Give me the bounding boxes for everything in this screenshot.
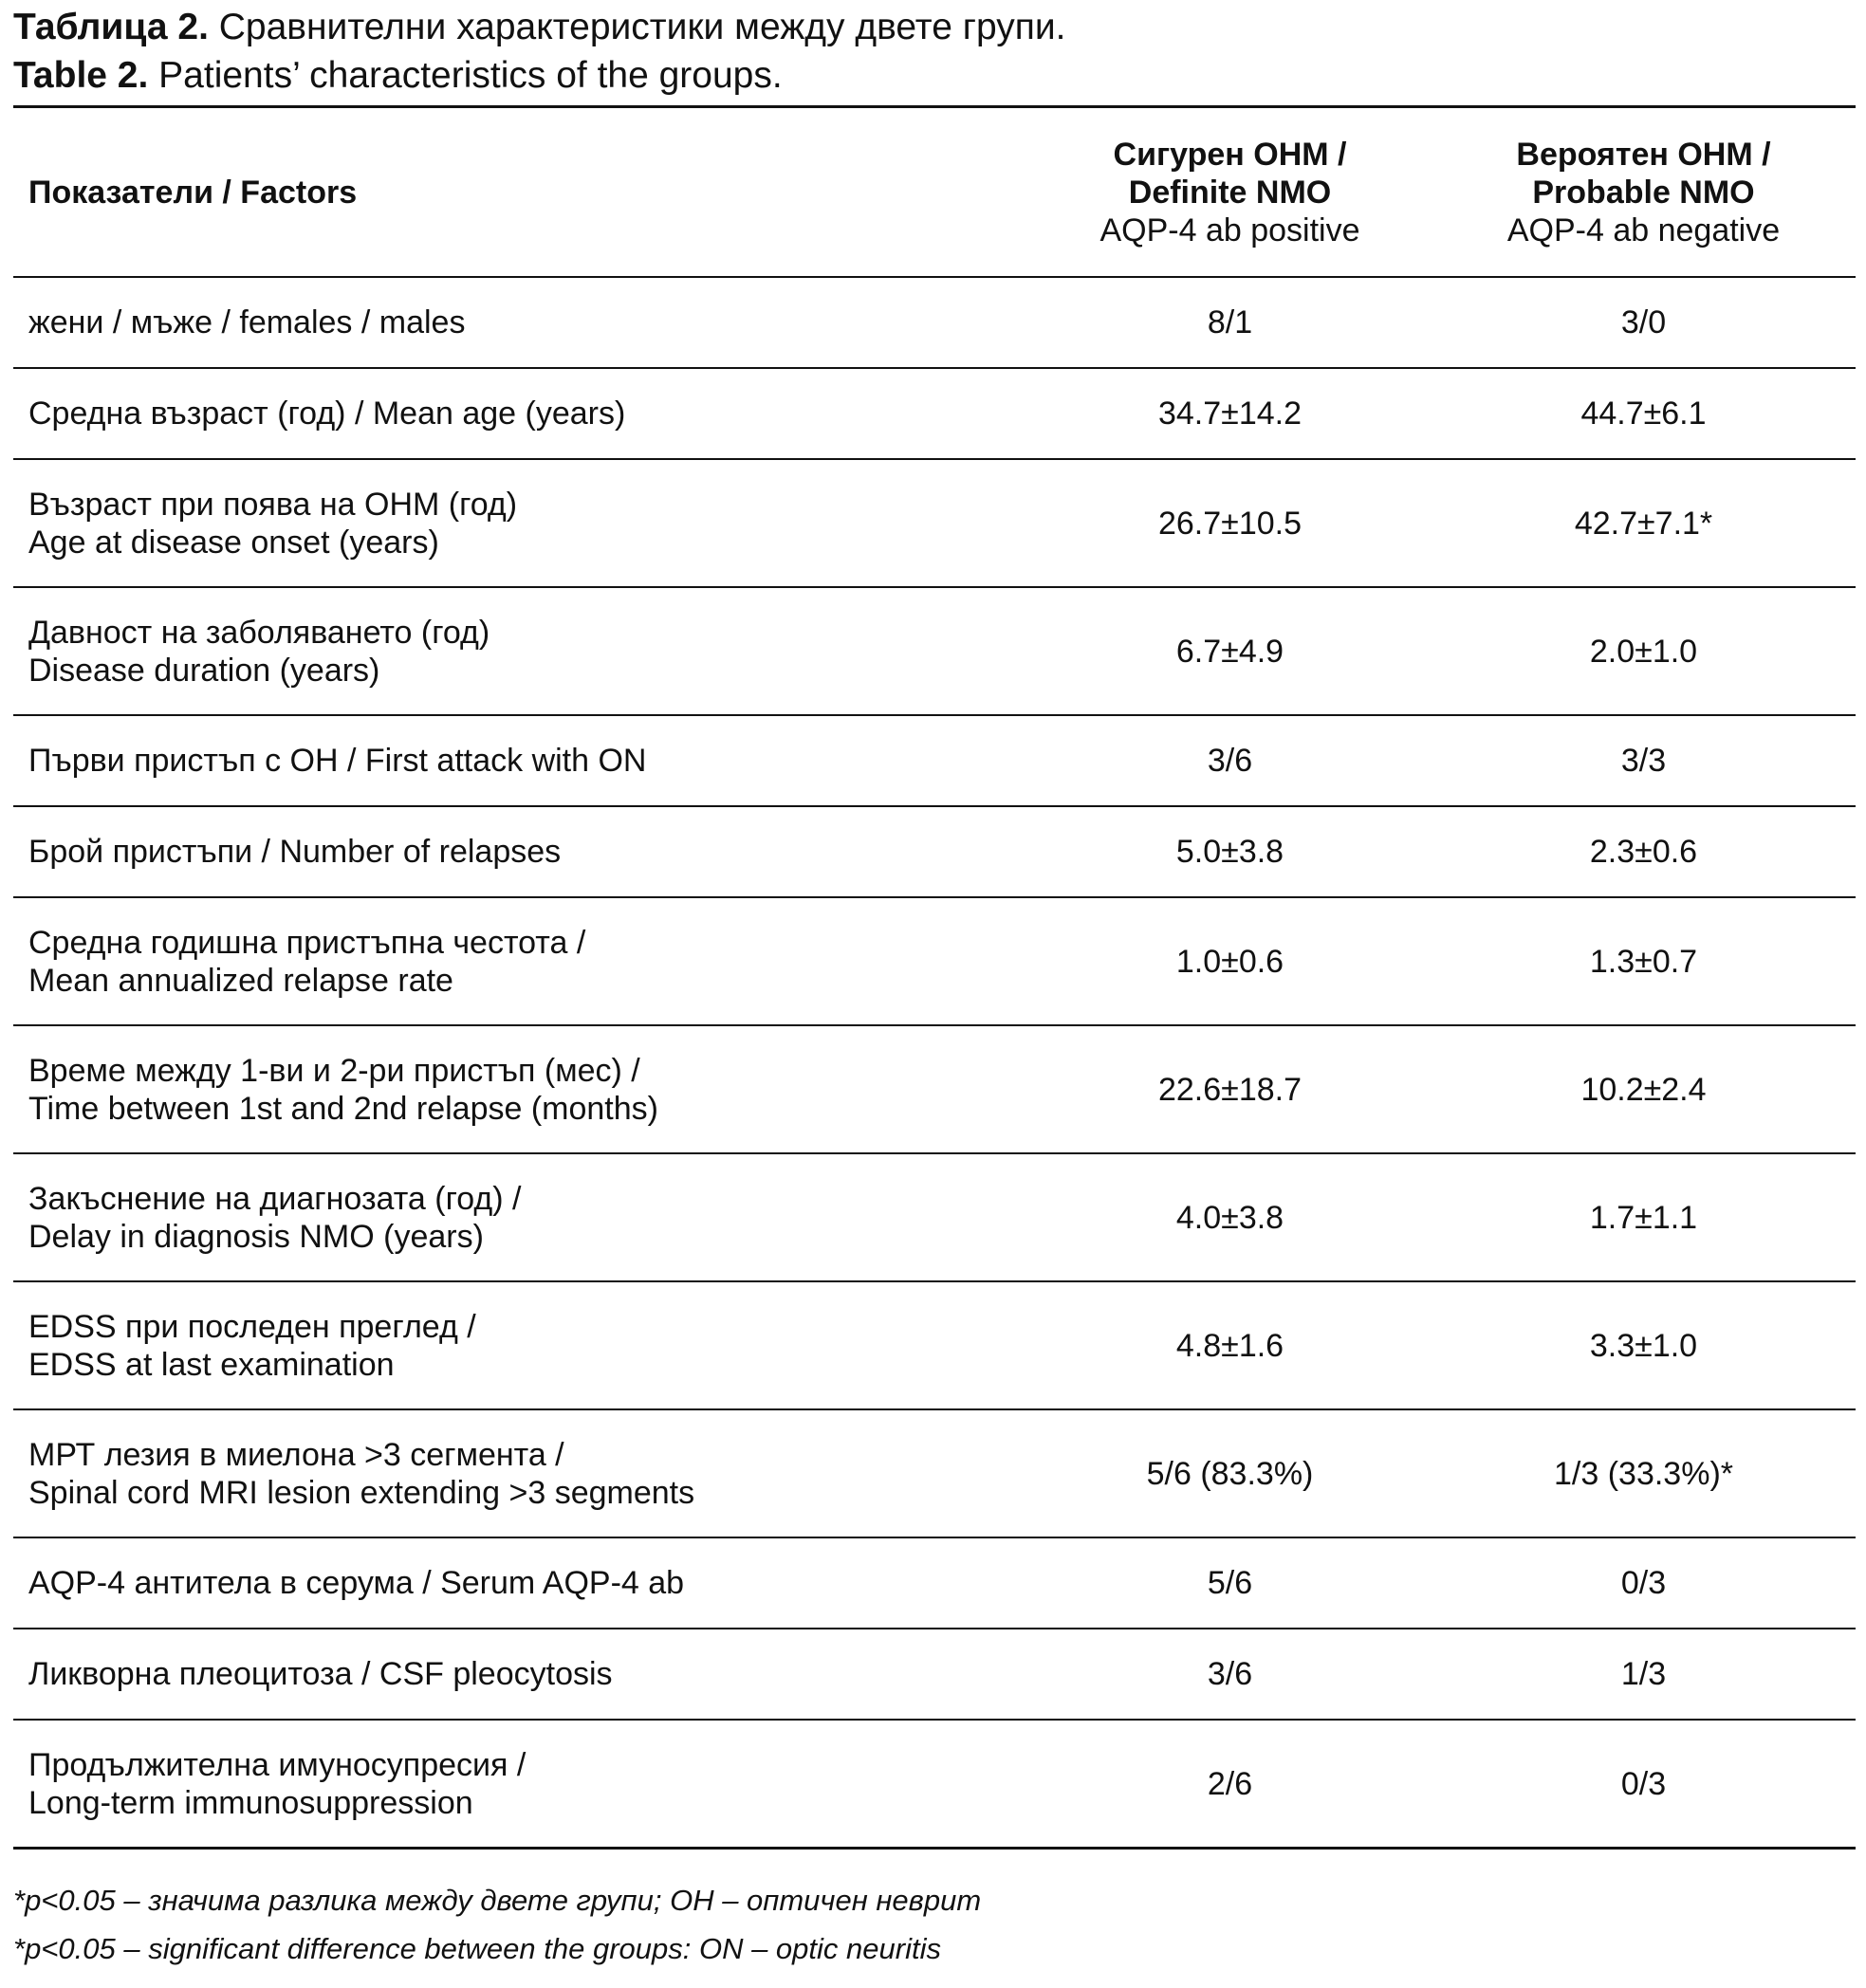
- definite-value-cell: 26.7±10.5: [1157, 505, 1302, 542]
- probable-value-cell: 3/3: [1620, 743, 1667, 779]
- definite-value-cell: 3/6: [1207, 1656, 1253, 1692]
- factor-cell: [13, 1564, 1028, 1602]
- table-row: [13, 1537, 1856, 1628]
- factor-label-line: Възраст при поява на ОНМ (год): [28, 486, 518, 523]
- definite-value-cell: 4.8±1.6: [1175, 1327, 1284, 1364]
- factor-cell: [13, 1052, 1028, 1128]
- factor-cell: [13, 924, 1028, 1000]
- probable-value-cell: 42.7±7.1*: [1574, 505, 1713, 542]
- table-row: [13, 1408, 1856, 1537]
- probable-value-cell: 3.3±1.0: [1589, 1327, 1698, 1364]
- table-row: [13, 1280, 1856, 1408]
- factor-cell: [13, 486, 1028, 561]
- table-row: [13, 586, 1856, 714]
- factor-label-line: жени / мъже / females / males: [28, 304, 466, 341]
- probable-value-cell: 10.2±2.4: [1580, 1071, 1707, 1108]
- probable-value-cell: 2.3±0.6: [1589, 834, 1698, 870]
- probable-value-cell: 0/3: [1620, 1765, 1667, 1802]
- factor-label-line: Mean annualized relapse rate: [28, 962, 453, 999]
- definite-value-cell: 3/6: [1207, 743, 1253, 779]
- definite-value-cell: 5/6 (83.3%): [1146, 1455, 1314, 1492]
- table-body: [13, 276, 1856, 1847]
- caption-label-bg: Таблица 2.: [13, 7, 209, 47]
- factor-label-line: EDSS at last examination: [28, 1346, 395, 1383]
- factor-label-line: Давност на заболяването (год): [28, 614, 490, 651]
- caption-text-bg: Сравнителни характеристики между двете групи.: [208, 7, 1066, 47]
- table-row: [13, 1024, 1856, 1152]
- definite-value-cell: 8/1: [1207, 304, 1253, 341]
- factor-label-line: Средна годишна пристъпна честота /: [28, 924, 586, 961]
- header-definite-nmo: [1028, 136, 1432, 249]
- factor-label-line: AQP-4 антитела в серума / Serum AQP-4 ab: [28, 1565, 685, 1601]
- probable-value-cell: 1.3±0.7: [1589, 943, 1698, 980]
- table-row: [13, 805, 1856, 896]
- probable-value-cell: 2.0±1.0: [1589, 633, 1698, 670]
- factor-cell: [13, 395, 1028, 433]
- definite-value-cell: 6.7±4.9: [1175, 633, 1284, 670]
- header-probable-line1: Вероятен ОНМ /: [1516, 136, 1771, 173]
- factor-label-line: Disease duration (years): [28, 652, 380, 689]
- definite-value-cell: 22.6±18.7: [1157, 1071, 1302, 1108]
- probable-value-cell: 1/3 (33.3%)*: [1554, 1455, 1733, 1492]
- header-probable-line2: Probable NMO: [1532, 174, 1755, 211]
- table-row: [13, 896, 1856, 1024]
- header-probable-line3: AQP-4 ab negative: [1506, 212, 1781, 248]
- factor-cell: [13, 1655, 1028, 1693]
- factor-label-line: Средна възраст (год) / Mean age (years): [28, 396, 626, 432]
- table-row: [13, 1719, 1856, 1847]
- definite-value-cell: 5.0±3.8: [1175, 834, 1284, 870]
- header-factors: Показатели / Factors: [28, 174, 358, 211]
- definite-value-cell: 5/6: [1207, 1565, 1253, 1601]
- characteristics-table: [13, 105, 1856, 1850]
- header-definite-line1: Сигурен ОНМ /: [1113, 136, 1347, 173]
- factor-label-line: Delay in diagnosis NMO (years): [28, 1218, 484, 1255]
- footnote-en: *p<0.05 – significant difference between the groups: ON – optic neuritis: [13, 1932, 941, 1965]
- definite-value-cell: 34.7±14.2: [1157, 396, 1302, 432]
- factor-cell: [13, 1180, 1028, 1256]
- factor-label-line: МРТ лезия в миелона >3 сегмента /: [28, 1436, 564, 1473]
- probable-value-cell: 3/0: [1620, 304, 1667, 341]
- factor-cell: [13, 1308, 1028, 1384]
- definite-value-cell: 2/6: [1207, 1765, 1253, 1802]
- header-definite-line2: Definite NMO: [1128, 174, 1332, 211]
- factor-cell: [13, 614, 1028, 690]
- header-probable-nmo: [1432, 136, 1856, 249]
- table-header-row: [13, 108, 1856, 276]
- table-row: [13, 276, 1856, 367]
- table-row: [13, 714, 1856, 805]
- table-caption-bg: [13, 6, 1854, 49]
- caption-text-en: Patients’ characteristics of the groups.: [148, 55, 783, 96]
- factor-cell: [13, 742, 1028, 780]
- factor-label-line: Време между 1-ви и 2-ри пристъп (мес) /: [28, 1052, 640, 1089]
- factor-label-line: Long-term immunosuppression: [28, 1784, 473, 1821]
- factor-label-line: Брой пристъпи / Number of relapses: [28, 834, 562, 870]
- table-row: [13, 1628, 1856, 1719]
- factor-cell: [13, 304, 1028, 341]
- probable-value-cell: 44.7±6.1: [1580, 396, 1707, 432]
- factor-label-line: Продължителна имуносупресия /: [28, 1746, 527, 1783]
- definite-value-cell: 1.0±0.6: [1175, 943, 1284, 980]
- table-row: [13, 458, 1856, 586]
- factor-label-line: EDSS при последен преглед /: [28, 1308, 476, 1345]
- table-row: [13, 1152, 1856, 1280]
- table-caption-en: [13, 54, 1854, 98]
- caption-label-en: Table 2.: [13, 55, 149, 96]
- probable-value-cell: 1.7±1.1: [1589, 1199, 1698, 1236]
- factor-label-line: Първи пристъп с ОН / First attack with ON: [28, 743, 647, 779]
- factor-label-line: Spinal cord MRI lesion extending >3 segments: [28, 1474, 695, 1511]
- factor-cell: [13, 1436, 1028, 1512]
- footnote-bg: *p<0.05 – значима разлика между двете групи; ОН – оптичен неврит: [13, 1884, 982, 1917]
- header-definite-line3: AQP-4 ab positive: [1099, 212, 1360, 248]
- definite-value-cell: 4.0±3.8: [1175, 1199, 1284, 1236]
- factor-label-line: Time between 1st and 2nd relapse (months): [28, 1090, 658, 1127]
- table-row: [13, 367, 1856, 458]
- factor-label-line: Закъснение на диагнозата (год) /: [28, 1180, 522, 1217]
- factor-label-line: Ликворна плеоцитоза / CSF pleocytosis: [28, 1656, 613, 1692]
- probable-value-cell: 1/3: [1620, 1656, 1667, 1692]
- factor-cell: [13, 1746, 1028, 1822]
- factor-label-line: Age at disease onset (years): [28, 524, 439, 561]
- factor-cell: [13, 833, 1028, 871]
- probable-value-cell: 0/3: [1620, 1565, 1667, 1601]
